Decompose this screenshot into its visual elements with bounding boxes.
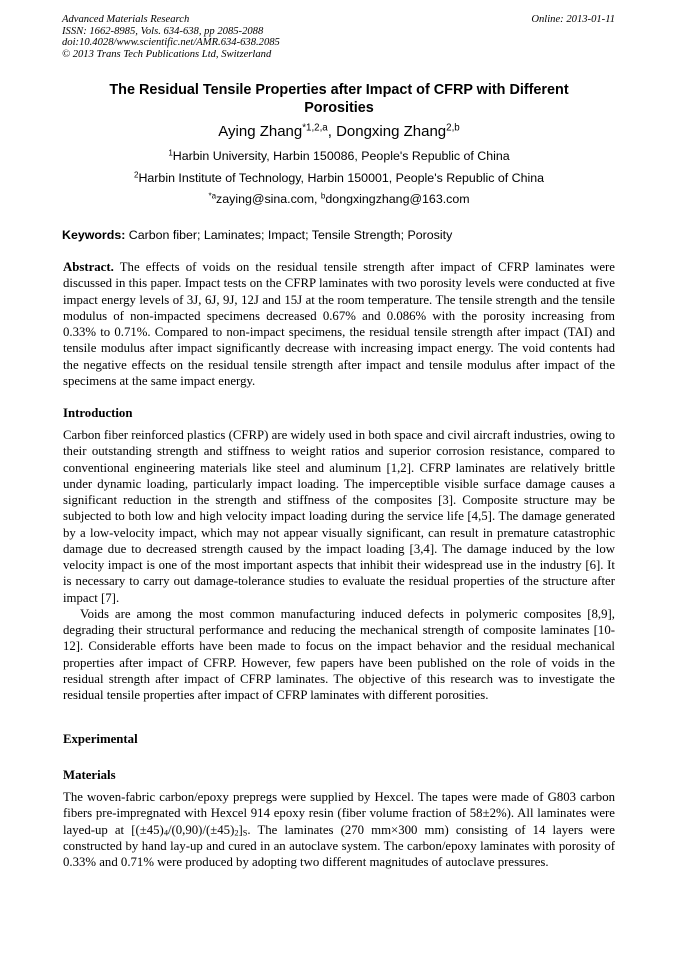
- title-line-1: The Residual Tensile Properties after Impact of CFRP with Different: [109, 82, 569, 98]
- abstract: [63, 259, 615, 389]
- author-line: [62, 122, 616, 142]
- subscript: 2: [234, 828, 239, 838]
- abstract-label: Abstract.: [63, 260, 114, 274]
- affiliation-marker: 1: [168, 148, 173, 158]
- copyright-line: © 2013 Trans Tech Publications Ltd, Switzerland: [62, 48, 272, 60]
- affiliation-2: [62, 171, 616, 186]
- journal-header: [62, 14, 280, 60]
- email-marker: b: [320, 191, 326, 201]
- paragraph: Carbon fiber reinforced plastics (CFRP) are widely used in both space and civil aircraft industries, owing to their outstanding strength and stiffness to weight ratios and superior corrosion resistance, compared to conventional engineering materials like steel and aluminum [1,2]. CFRP laminates are relatively brittle under dynamic loading, particularly impact loading. The imperceptible visible surface damage causes a significant reduction in the strength and stiffness of the composites [3]. Composite structure may be subjected to both low and high velocity impact loading during the service life [4,5]. The damage generated by a low-velocity impact, which may not appear visually significant, can result in premature catastrophic damage due to decreased strength caused by the impact loading [3,4]. The damage induced by the low velocity impact is one of the most important aspects that inhibit their widespread use in the industry [6]. It is necessary to carry out damage-tolerance studies to evaluate the residual properties of the structure after impact [7].: [63, 428, 615, 605]
- email-separator: ,: [314, 192, 321, 206]
- paragraph: Voids are among the most common manufacturing induced defects in polymeric composites [8,9], degrading their structural performance and reducing the mechanical strength of composite laminates [10-12]. Considerable efforts have been made to focus on the impact behavior and the residual mechanical properties after impact of CFRP. However, few papers have been published on the role of voids in the residual strength after impact of CFRP laminates. The objective of this research was to investigate the residual tensile properties after impact of CFRP laminates with different porosities.: [63, 606, 615, 702]
- email-link[interactable]: dongxingzhang@163.com: [325, 192, 470, 206]
- section-heading-experimental: Experimental: [63, 732, 138, 746]
- subscript: 4: [163, 828, 168, 838]
- doi-line: doi:10.4028/www.scientific.net/AMR.634-638.2085: [62, 37, 280, 49]
- online-date: Online: 2013-01-11: [531, 14, 615, 25]
- keywords-text: Carbon fiber; Laminates; Impact; Tensile Strength; Porosity: [125, 228, 453, 242]
- affiliation-text: Harbin Institute of Technology, Harbin 150001, People's Republic of China: [138, 171, 545, 185]
- materials-text: . The laminates (270 mm×300 mm) consisting of 14 layers were constructed by hand lay-up and cured in an autoclave system. The carbon/epoxy laminates with porosity of 0.33% and 0.71% were produced by adopting two different magnitudes of autoclave pressures.: [63, 822, 615, 869]
- author-name: Dongxing Zhang: [336, 123, 447, 140]
- materials-text: ]: [238, 822, 243, 837]
- author-name: Aying Zhang: [218, 123, 303, 140]
- keywords: [62, 228, 616, 243]
- affiliation-marker: 2: [133, 170, 139, 180]
- issn-line: ISSN: 1662-8985, Vols. 634-638, pp 2085-2088: [62, 25, 264, 37]
- section-heading-introduction: Introduction: [63, 406, 133, 420]
- paper-title: [62, 81, 616, 117]
- title-line-2: Porosities: [304, 100, 374, 116]
- abstract-text: The effects of voids on the residual tensile strength after impact of CFRP laminates were discussed in this paper. Impact tests on the CFRP laminates with two porosity levels were conducted at five impact energy levels of 3J, 6J, 9J, 12J and 15J at the room temperature. The tensile strength and the tensile modulus of non-impacted specimens decreased 0.67% and 0.086% with the porosity increasing from 0.33% to 0.71%. Compared to non-impact specimens, the residual tensile strength after impact (TAI) and tensile modulus after impact significantly decrease with increasing impact energy. The void contents had the negative effects on the residual tensile strength after impact and tensile modulus after impact of the specimens at the same impact energy.: [63, 260, 615, 388]
- affiliation-text: Harbin University, Harbin 150086, People's Republic of China: [172, 149, 510, 163]
- subsection-heading-materials: Materials: [63, 768, 116, 782]
- materials-body: [63, 789, 615, 870]
- email-link[interactable]: zaying@sina.com: [216, 192, 315, 206]
- materials-text: /(0,90)/(±45): [167, 822, 235, 837]
- author-separator: ,: [327, 123, 337, 140]
- materials-text: The woven-fabric carbon/epoxy prepregs were supplied by Hexcel. The tapes were made of G803 carbon fibers pre-impregnated with Hexcel 914 epoxy resin (fiber volume fraction of 58±2%). All laminates were layed-up at [(±45): [63, 790, 615, 837]
- introduction-body: [63, 427, 615, 703]
- author-affiliation-marker: 2,b: [446, 122, 460, 134]
- affiliation-1: [62, 149, 616, 164]
- author-affiliation-marker: *1,2,a: [302, 122, 328, 134]
- keywords-label: Keywords:: [62, 228, 126, 242]
- journal-name: Advanced Materials Research: [62, 14, 190, 25]
- email-marker: *a: [208, 191, 217, 201]
- email-line: [62, 192, 616, 207]
- subscript: S: [242, 828, 248, 838]
